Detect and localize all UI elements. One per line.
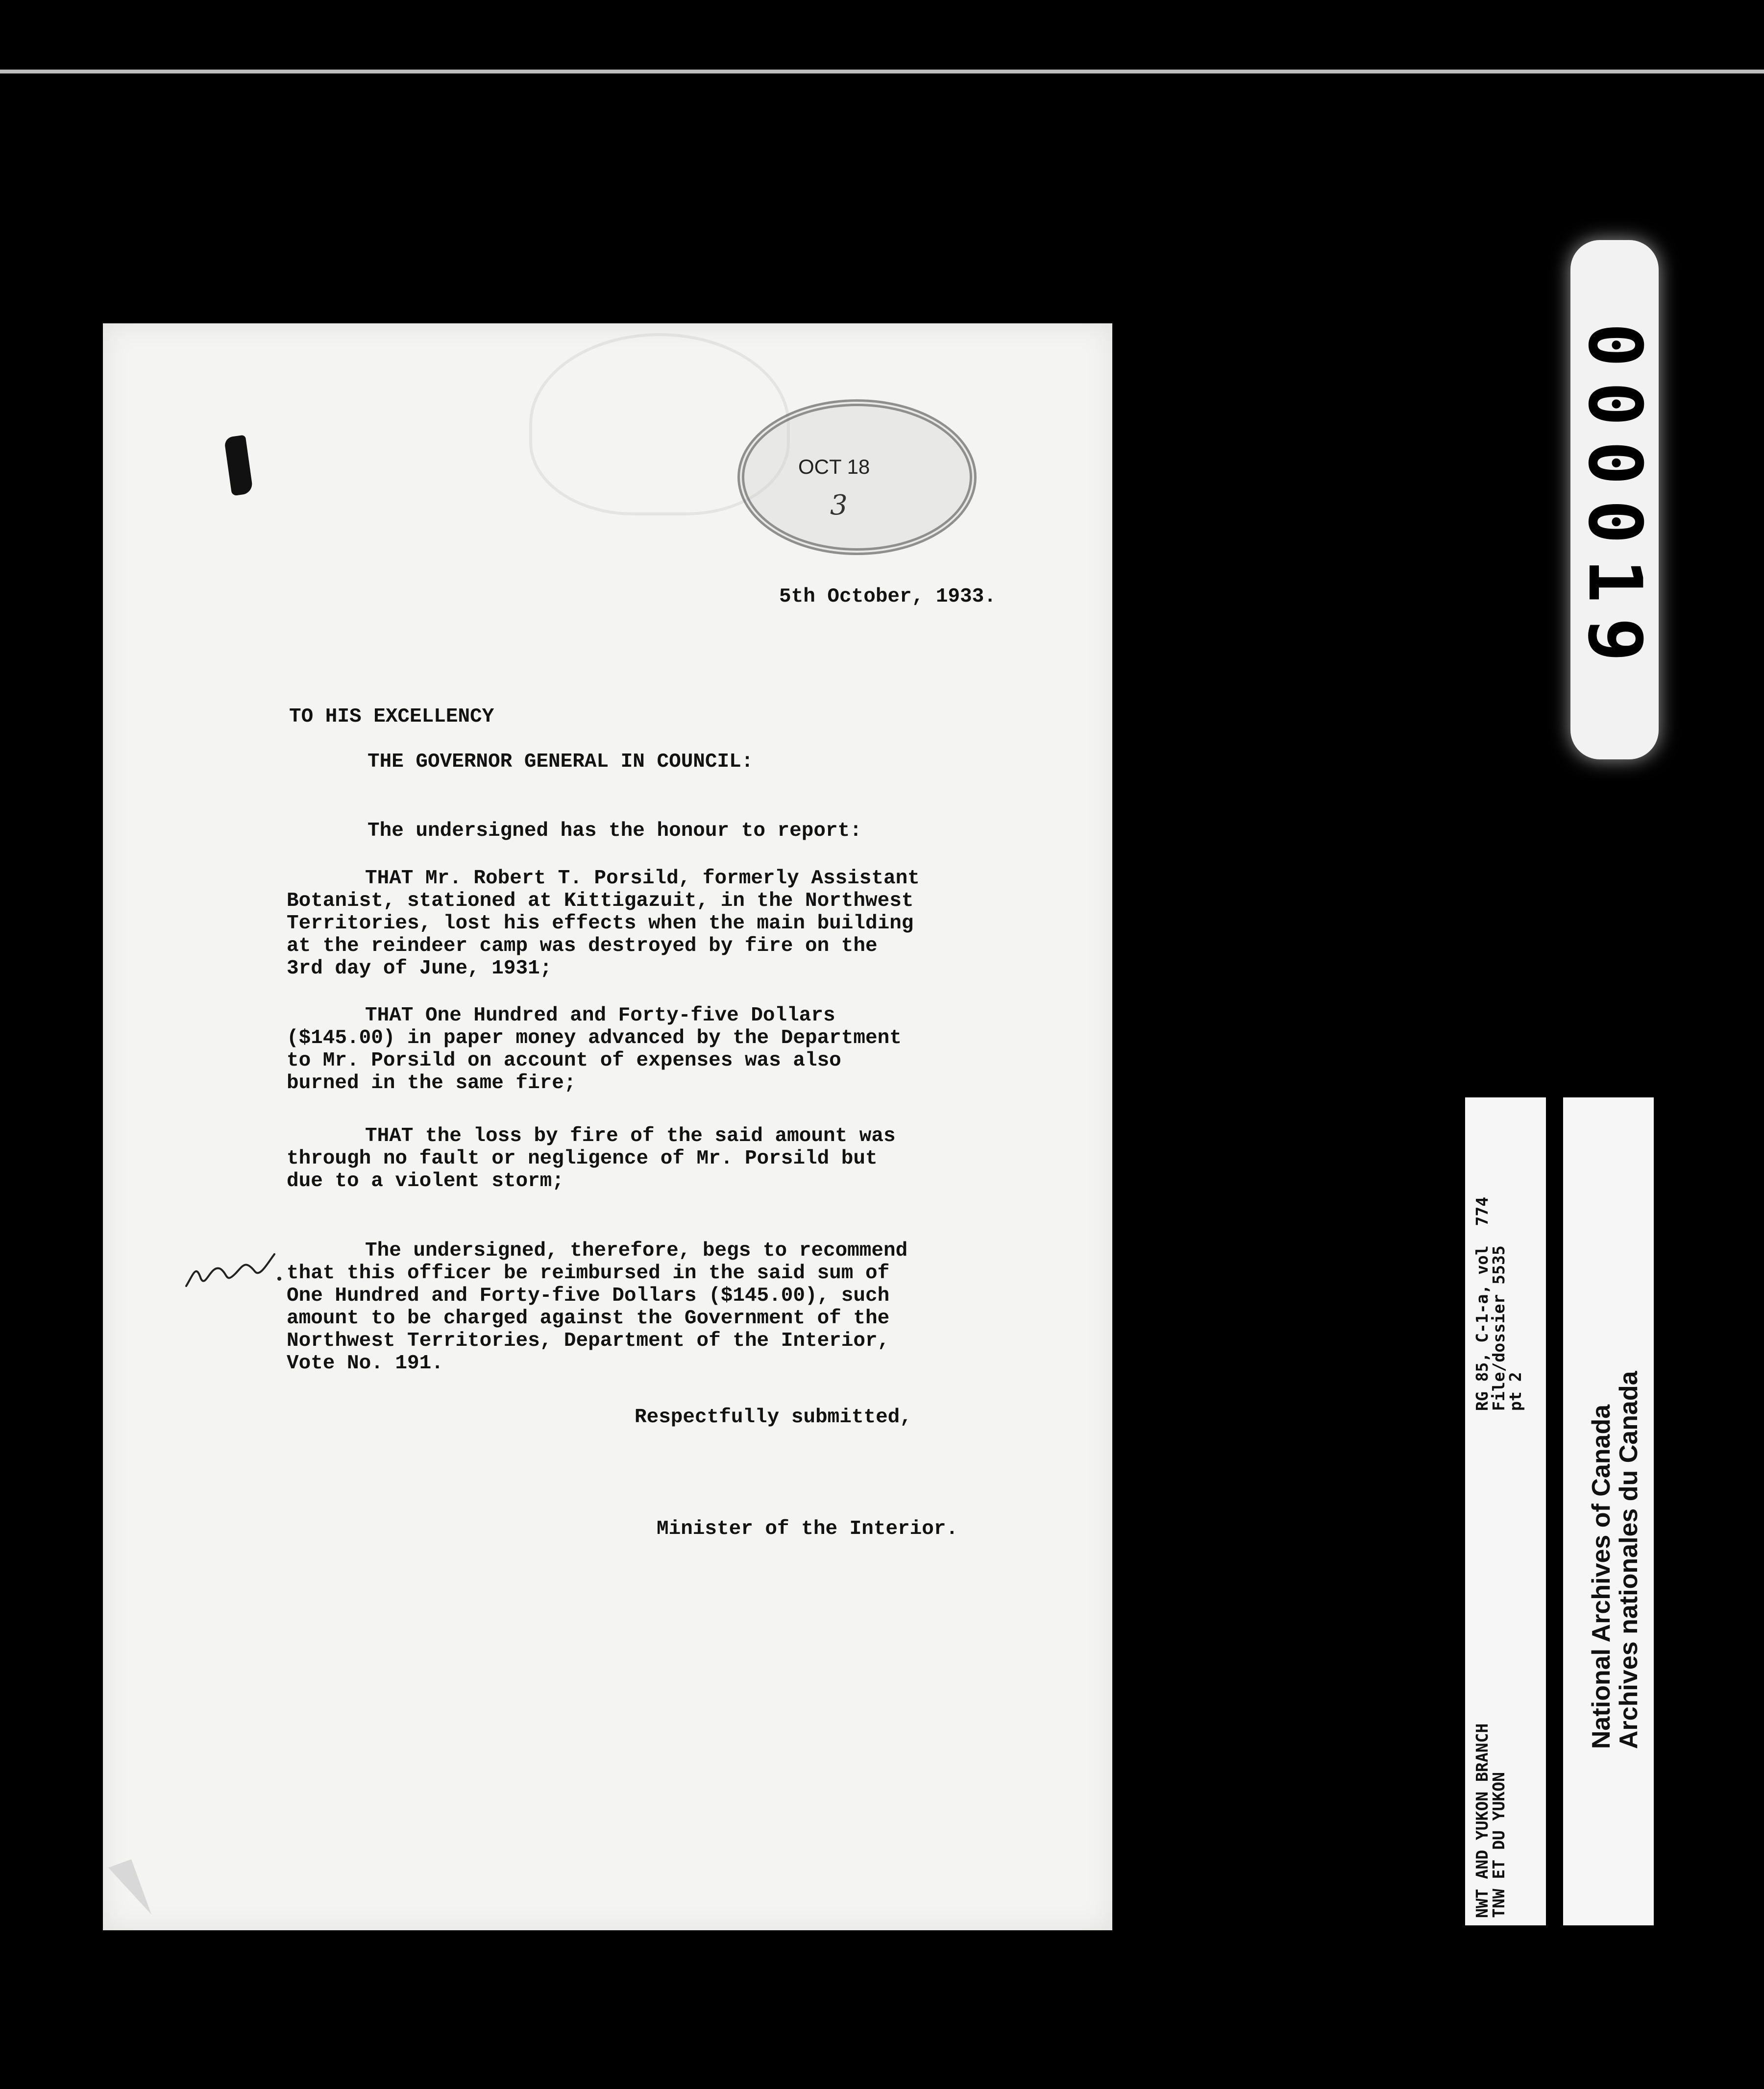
text-line: THAT One Hundred and Forty-five Dollars — [365, 1004, 835, 1027]
handwritten-initials — [181, 1244, 289, 1293]
folded-corner — [108, 1859, 151, 1923]
frame-number: 000019 — [1572, 323, 1657, 677]
closing-line: Respectfully submitted, — [635, 1406, 912, 1429]
text-line: that this officer be reimbursed in the said sum of — [287, 1262, 890, 1285]
text-line: burned in the same fire; — [287, 1072, 576, 1094]
text-line: at the reindeer camp was destroyed by fire on the — [287, 935, 878, 957]
frame-number-plate — [1570, 240, 1659, 759]
text-line: THAT Mr. Robert T. Porsild, formerly Assistant — [365, 867, 920, 890]
letter-date: 5th October, 1933. — [779, 585, 996, 608]
document-page — [103, 323, 1112, 1930]
stamp-date: OCT 18 — [798, 455, 870, 478]
text-line: through no fault or negligence of Mr. Porsild but — [287, 1147, 878, 1170]
text-line: amount to be charged against the Government of the — [287, 1307, 890, 1330]
text-line: The undersigned, therefore, begs to recommend — [365, 1239, 908, 1262]
salutation-line-2: THE GOVERNOR GENERAL IN COUNCIL: — [368, 751, 754, 773]
text-line: 3rd day of June, 1931; — [287, 957, 552, 980]
text-line: Vote No. 191. — [287, 1352, 443, 1375]
institution-name-fr: Archives nationales du Canada — [1615, 1371, 1643, 1749]
received-stamp — [737, 399, 977, 555]
text-line: ($145.00) in paper money advanced by the Department — [287, 1027, 902, 1049]
archive-institution-label — [1563, 1097, 1654, 1925]
report-intro: The undersigned has the honour to report: — [368, 820, 862, 842]
text-line: Botanist, stationed at Kittigazuit, in the Northwest — [287, 890, 914, 912]
stamp-handwritten-mark: 3 — [830, 489, 848, 521]
text-line: due to a violent storm; — [287, 1170, 564, 1192]
archive-reference-label — [1465, 1097, 1546, 1925]
reference-line-1: RG 85, C-1-a, vol 774 — [1472, 1196, 1492, 1411]
text-line: One Hundred and Forty-five Dollars ($145.00), such — [287, 1285, 890, 1307]
film-edge-rule — [0, 70, 1764, 73]
salutation-line-1: TO HIS EXCELLENCY — [289, 705, 494, 728]
text-line: Northwest Territories, Department of the Interior, — [287, 1330, 890, 1352]
paragraph-effects-lost — [287, 867, 1071, 980]
branch-line-2: TNW ET DU YUKON — [1489, 1772, 1508, 1918]
text-line: to Mr. Porsild on account of expenses was also — [287, 1049, 841, 1072]
reference-line-2: File/dossier 5535 — [1489, 1245, 1508, 1411]
paragraph-no-fault — [287, 1125, 1071, 1192]
paragraph-recommendation — [287, 1239, 1071, 1375]
signatory-title: Minister of the Interior. — [657, 1518, 958, 1540]
paragraph-money-burned — [287, 1004, 1071, 1094]
text-line: Territories, lost his effects when the main building — [287, 912, 914, 935]
ink-blot-mark — [224, 435, 253, 496]
reference-line-3: pt 2 — [1506, 1372, 1525, 1411]
branch-line-1: NWT AND YUKON BRANCH — [1472, 1723, 1492, 1918]
institution-name-en: National Archives of Canada — [1587, 1404, 1616, 1749]
text-line: THAT the loss by fire of the said amount was — [365, 1125, 896, 1147]
